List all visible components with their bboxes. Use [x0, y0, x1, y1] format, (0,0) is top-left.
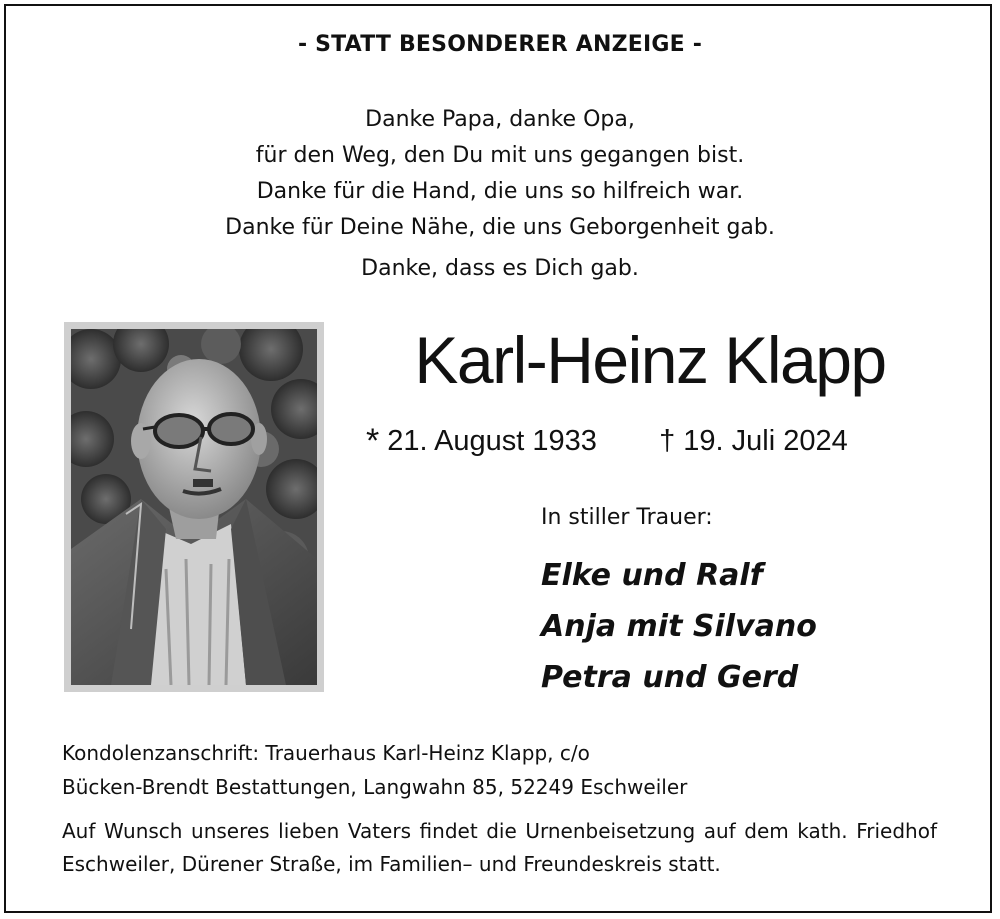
death-date: 19. Juli 2024	[683, 425, 848, 457]
birth-date: 21. August 1933	[387, 425, 597, 457]
mourner-name: Petra und Gerd	[541, 660, 799, 695]
burial-notice: Auf Wunsch unseres lieben Vaters findet die Urnenbeisetzung auf dem kath. Friedhof Eschweiler, Dürener Straße, im Familien– und Freundeskreis statt.	[62, 819, 937, 876]
mourners-list	[541, 550, 817, 703]
poem-line: Danke für Deine Nähe, die uns Geborgenheit gab.	[225, 215, 775, 240]
portrait-photo-icon	[71, 329, 317, 685]
poem-line: Danke Papa, danke Opa,	[365, 107, 635, 132]
poem-line: für den Weg, den Du mit uns gegangen bist.	[255, 143, 745, 168]
condolence-address-line: Kondolenzanschrift: Trauerhaus Karl-Heinz Klapp, c/o	[62, 741, 590, 765]
mourner-name: Elke und Ralf	[541, 558, 763, 593]
mourning-label: In stiller Trauer:	[541, 505, 713, 530]
poem-line: Danke für die Hand, die uns so hilfreich war.	[256, 179, 744, 204]
poem-closing: Danke, dass es Dich gab.	[361, 256, 639, 281]
death-cross-icon: †	[659, 425, 676, 457]
condolence-address	[62, 736, 687, 804]
announcement-header: - STATT BESONDERER ANZEIGE -	[297, 32, 703, 57]
life-dates	[366, 420, 848, 459]
deceased-name: Karl-Heinz Klapp	[414, 323, 886, 397]
mourner-name: Anja mit Silvano	[541, 609, 817, 644]
portrait-photo-frame	[64, 322, 324, 692]
birth-star-icon: *	[366, 422, 380, 460]
portrait-photo	[71, 329, 317, 685]
condolence-address-line: Bücken-Brendt Bestattungen, Langwahn 85, 52249 Eschweiler	[62, 775, 688, 799]
poem	[0, 102, 1000, 246]
